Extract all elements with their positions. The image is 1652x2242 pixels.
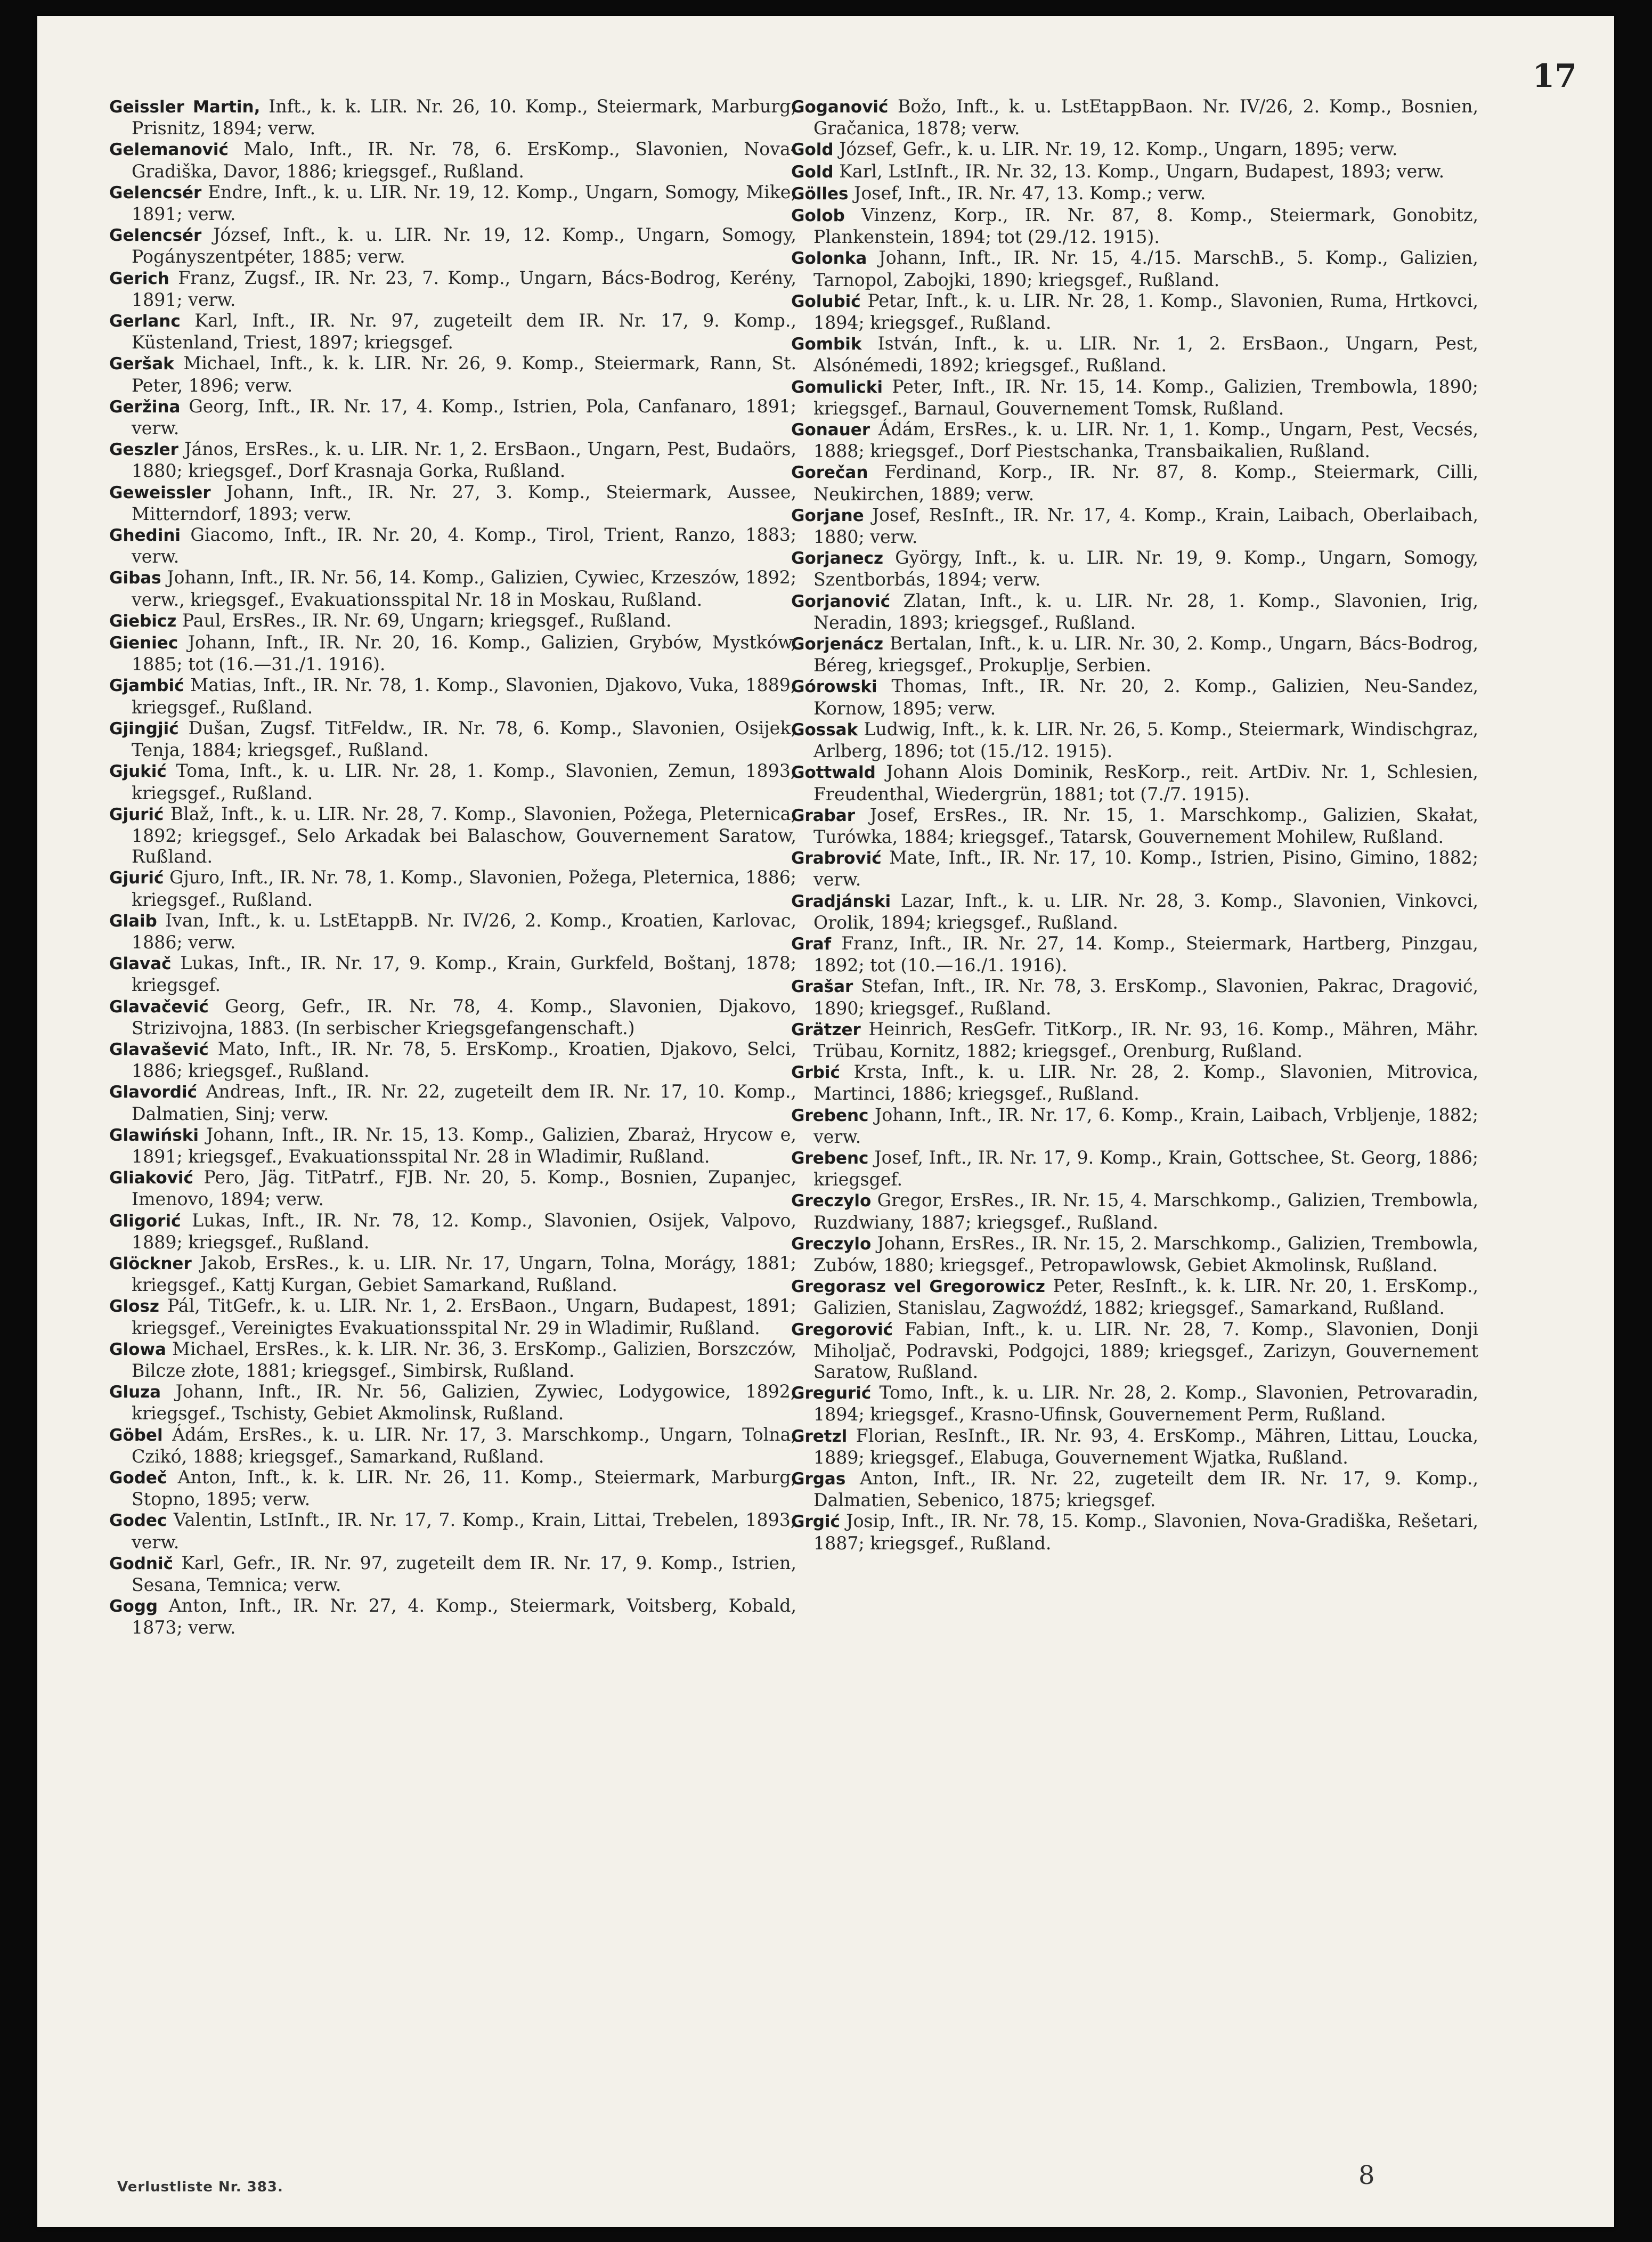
entry-name: Gieniec: [109, 633, 178, 653]
list-entry: [791, 1382, 1478, 1425]
list-entry: [109, 1124, 796, 1167]
entry-name: Gregorasz vel Gregorowicz: [791, 1277, 1045, 1297]
list-entry: [791, 183, 1478, 205]
entry-details: Inft., k. k. LIR. Nr. 26, 10. Komp., Steiermark, Marburg, Prisnitz, 1894; verw.: [132, 96, 797, 139]
list-entry: [109, 910, 796, 953]
list-entry: [109, 1381, 796, 1424]
entry-name: Grabar: [791, 806, 856, 825]
entry-details: Johann, Inft., IR. Nr. 15, 4./15. MarschB., 5. Komp., Galizien, Tarnopol, Zabojki, 1890; kriegsgef., Rußland.: [813, 247, 1478, 290]
entry-name: Glaib: [109, 911, 157, 931]
entry-name: Gregorović: [791, 1320, 893, 1339]
entry-details: Peter, Inft., IR. Nr. 15, 14. Komp., Galizien, Trembowla, 1890; kriegsgef., Barnaul, Gouvernement Tomsk, Rußland.: [813, 376, 1478, 419]
list-entry: [791, 247, 1478, 290]
entry-name: Glavordić: [109, 1083, 197, 1102]
list-entry: [109, 182, 796, 224]
entry-details: Ferdinand, Korp., IR. Nr. 87, 8. Komp., Steiermark, Cilli, Neukirchen, 1889; verw.: [813, 461, 1478, 505]
list-entry: [109, 1295, 796, 1338]
entry-details: Ádám, ErsRes., k. u. LIR. Nr. 1, 1. Komp., Ungarn, Pest, Vecsés, 1888; kriegsgef., Dorf Piestschanka, Transbaikalien, Rußland.: [813, 419, 1478, 462]
list-entry: [109, 867, 796, 909]
entry-details: Peter, ResInft., k. k. LIR. Nr. 20, 1. ErsKomp., Galizien, Stanislau, Zagwoźdź, 1882; kriegsgef., Samarkand, Rußland.: [813, 1276, 1478, 1319]
entry-name: Górowski: [791, 677, 877, 697]
entry-name: Gluza: [109, 1383, 161, 1402]
entry-details: Blaž, Inft., k. u. LIR. Nr. 28, 7. Komp., Slavonien, Požega, Pleternica, 1892; kriegsgef., Selo Arkadak bei Balaschow, Gouvernement Saratow, Rußland.: [132, 803, 796, 867]
entry-details: Gregor, ErsRes., IR. Nr. 15, 4. Marschkomp., Galizien, Trembowla, Ruzdwiany, 1887; kriegsgef., Rußland.: [813, 1190, 1478, 1233]
entry-name: Gossak: [791, 720, 858, 740]
entry-name: Glosz: [109, 1297, 159, 1317]
entry-details: Anton, Inft., k. k. LIR. Nr. 26, 11. Komp., Steiermark, Marburg, Stopno, 1895; verw.: [132, 1467, 796, 1510]
entry-details: Johann, Inft., IR. Nr. 56, Galizien, Zywiec, Lodygowice, 1892; kriegsgef., Tschisty, Gebiet Akmolinsk, Rußland.: [132, 1381, 796, 1424]
entry-name: Giebicz: [109, 611, 177, 631]
signature-mark: 8: [1358, 2160, 1375, 2190]
list-entry: [109, 438, 796, 481]
list-entry: [109, 1167, 796, 1209]
list-entry: [109, 1595, 796, 1638]
entry-details: Zlatan, Inft., k. u. LIR. Nr. 28, 1. Komp., Slavonien, Irig, Neradin, 1893; kriegsgef., Rußland.: [813, 590, 1478, 633]
entry-name: Gorjane: [791, 506, 864, 525]
entry-name: Godnič: [109, 1554, 174, 1573]
list-entry: [109, 310, 796, 353]
list-entry: [109, 139, 796, 181]
entry-name: Grebenc: [791, 1106, 869, 1125]
entry-name: Glavačević: [109, 997, 209, 1017]
entry-name: Glavač: [109, 954, 172, 974]
entry-details: Gjuro, Inft., IR. Nr. 78, 1. Komp., Slavonien, Požega, Pleternica, 1886; kriegsgef., Rußland.: [132, 867, 796, 910]
entry-details: Josef, Inft., IR. Nr. 17, 9. Komp., Krain, Gottschee, St. Georg, 1886; kriegsgef.: [813, 1147, 1478, 1190]
list-entry: [791, 161, 1478, 183]
entry-details: Ivan, Inft., k. u. LstEtappB. Nr. IV/26, 2. Komp., Kroatien, Karlovac, 1886; verw.: [132, 909, 796, 953]
entry-details: Anton, Inft., IR. Nr. 27, 4. Komp., Steiermark, Voitsberg, Kobald, 1873; verw.: [132, 1595, 796, 1638]
entry-name: Grätzer: [791, 1020, 861, 1039]
list-entry: [791, 847, 1478, 890]
entry-name: Gelencsér: [109, 183, 202, 202]
list-entry: [109, 718, 796, 760]
list-entry: [791, 505, 1478, 547]
entry-name: Gibas: [109, 568, 161, 588]
list-entry: [109, 760, 796, 803]
entry-name: Gombik: [791, 335, 862, 354]
list-entry: [109, 675, 796, 717]
page-number: 17: [1532, 58, 1577, 95]
entry-name: Gradjánski: [791, 891, 891, 911]
list-entry: [791, 1019, 1478, 1061]
entry-name: Gliaković: [109, 1168, 193, 1188]
entry-name: Grgić: [791, 1512, 840, 1532]
entry-name: Golonka: [791, 249, 867, 269]
list-entry: [791, 590, 1478, 633]
list-entry: [791, 461, 1478, 504]
list-entry: [109, 632, 796, 675]
list-entry: [109, 803, 796, 867]
entry-details: Lukas, Inft., IR. Nr. 78, 12. Komp., Slavonien, Osijek, Valpovo, 1889; kriegsgef., Rußland.: [132, 1209, 796, 1253]
entry-name: Gelemanović: [109, 140, 229, 160]
list-entry: [791, 890, 1478, 933]
entry-details: Johann, Inft., IR. Nr. 15, 13. Komp., Galizien, Zbaraż, Hrycow e, 1891; kriegsgef., Evakuationsspital Nr. 28 in Wladimir, Rußland.: [132, 1124, 796, 1167]
entry-name: Geržina: [109, 397, 181, 417]
list-entry: [109, 524, 796, 567]
entry-name: Gjurić: [109, 868, 164, 888]
list-entry: [109, 996, 796, 1038]
entry-details: Johann, Inft., IR. Nr. 27, 3. Komp., Steiermark, Aussee, Mitterndorf, 1893; verw.: [132, 481, 796, 524]
list-entry: [791, 1190, 1478, 1232]
list-entry: [109, 224, 796, 267]
entry-name: Gjingjić: [109, 719, 179, 738]
entry-details: Lukas, Inft., IR. Nr. 17, 9. Komp., Krain, Gurkfeld, Boštanj, 1878; kriegsgef.: [132, 953, 796, 996]
list-entry: [109, 267, 796, 310]
entry-details: Heinrich, ResGefr. TitKorp., IR. Nr. 93, 16. Komp., Mähren, Mähr. Trübau, Kornitz, 1882; kriegsgef., Orenburg, Rußland.: [813, 1018, 1478, 1061]
list-entry: [791, 976, 1478, 1018]
entry-name: Gorjanović: [791, 591, 891, 611]
entry-name: Gomulicki: [791, 377, 883, 397]
list-entry: [109, 1509, 796, 1552]
entry-name: Grbić: [791, 1063, 840, 1083]
document-page: [37, 16, 1614, 2227]
entry-details: Giacomo, Inft., IR. Nr. 20, 4. Komp., Tirol, Trient, Ranzo, 1883; verw.: [132, 524, 796, 567]
entry-name: Glavašević: [109, 1039, 209, 1059]
entry-details: Lazar, Inft., k. u. LIR. Nr. 28, 3. Komp., Slavonien, Vinkovci, Orolik, 1894; kriegsgef., Rußland.: [813, 890, 1478, 933]
entry-name: Gerich: [109, 269, 169, 288]
entry-name: Gorjanecz: [791, 549, 884, 568]
entry-details: Johann, Inft., IR. Nr. 17, 6. Komp., Krain, Laibach, Vrbljenje, 1882; verw.: [813, 1104, 1478, 1147]
entry-name: Godeč: [109, 1468, 167, 1488]
list-entry: [109, 953, 796, 995]
entry-details: Johann, Inft., IR. Nr. 56, 14. Komp., Galizien, Cywiec, Krzeszów, 1892; verw., kriegsgef., Evakuationsspital Nr. 18 in Moskau, Rußland.: [132, 567, 796, 610]
entry-name: Grebenc: [791, 1148, 869, 1168]
footer-issue-label: Verlustliste Nr. 383.: [117, 2179, 283, 2195]
entry-details: Fabian, Inft., k. u. LIR. Nr. 28, 7. Komp., Slavonien, Donji Miholjač, Podravski, Podgojci, 1889; kriegsgef., Zarizyn, Gouvernement Saratow, Rußland.: [813, 1318, 1478, 1382]
entry-name: Gjambić: [109, 676, 184, 696]
entry-details: Stefan, Inft., IR. Nr. 78, 3. ErsKomp., Slavonien, Pakrac, Dragović, 1890; kriegsgef., Rußland.: [813, 976, 1478, 1019]
list-entry: [109, 1553, 796, 1595]
list-entry: [109, 1467, 796, 1509]
list-entry: [791, 419, 1478, 461]
entry-name: Gorečan: [791, 463, 868, 483]
list-entry: [109, 1038, 796, 1081]
entry-details: Tomo, Inft., k. u. LIR. Nr. 28, 2. Komp., Slavonien, Petrovaradin, 1894; kriegsgef., Krasno-Ufinsk, Gouvernement Perm, Rußland.: [813, 1382, 1478, 1425]
list-entry: [791, 676, 1478, 718]
entry-name: Glowa: [109, 1339, 166, 1359]
entry-name: Gjurić: [109, 805, 164, 824]
entry-details: Johann Alois Dominik, ResKorp., reit. ArtDiv. Nr. 1, Schlesien, Freudenthal, Wiedergrün, 1881; tot (7./7. 1915).: [813, 761, 1478, 805]
entry-details: Josip, Inft., IR. Nr. 78, 15. Komp., Slavonien, Nova-Gradiška, Rešetari, 1887; kriegsgef., Rußland.: [813, 1510, 1478, 1554]
entry-name: Gold: [791, 162, 834, 182]
list-entry: [109, 610, 796, 632]
list-entry: [791, 96, 1478, 139]
entry-details: Krsta, Inft., k. u. LIR. Nr. 28, 2. Komp., Slavonien, Mitrovica, Martinci, 1886; kriegsgef., Rußland.: [813, 1061, 1478, 1104]
entry-details: István, Inft., k. u. LIR. Nr. 1, 2. ErsBaon., Ungarn, Pest, Alsónémedi, 1892; kriegsgef., Rußland.: [813, 333, 1478, 376]
entry-name: Grabrović: [791, 849, 882, 868]
entry-details: Valentin, LstInft., IR. Nr. 17, 7. Komp., Krain, Littai, Trebelen, 1893; verw.: [132, 1509, 796, 1553]
list-entry: [791, 633, 1478, 676]
entry-details: Pero, Jäg. TitPatrf., FJB. Nr. 20, 5. Komp., Bosnien, Zupanjec, Imenovo, 1894; verw.: [132, 1167, 796, 1210]
entry-name: Graf: [791, 934, 832, 954]
list-entry: [791, 1319, 1478, 1383]
entry-details: Matias, Inft., IR. Nr. 78, 1. Komp., Slavonien, Djakovo, Vuka, 1889; kriegsgef., Rußland.: [132, 675, 796, 718]
entry-details: Petar, Inft., k. u. LIR. Nr. 28, 1. Komp., Slavonien, Ruma, Hrtkovci, 1894; kriegsgef., Rußland.: [813, 290, 1478, 334]
entry-details: Florian, ResInft., IR. Nr. 93, 4. ErsKomp., Mähren, Littau, Loucka, 1889; kriegsgef., Elabuga, Gouvernement Wjatka, Rußland.: [813, 1425, 1478, 1468]
entry-details: József, Inft., k. u. LIR. Nr. 19, 12. Komp., Ungarn, Somogy, Pogányszentpéter, 1885; verw.: [132, 224, 796, 267]
list-entry: [791, 1061, 1478, 1104]
entry-details: Endre, Inft., k. u. LIR. Nr. 19, 12. Komp., Ungarn, Somogy, Mike, 1891; verw.: [132, 181, 796, 225]
list-entry: [109, 1424, 796, 1467]
entry-name: Greczylo: [791, 1234, 872, 1254]
right-column: [791, 96, 1478, 1554]
list-entry: [109, 567, 796, 610]
entry-details: Johann, ErsRes., IR. Nr. 15, 2. Marschkomp., Galizien, Trembowla, Zubów, 1880; kriegsgef., Petropawlowsk, Gebiet Akmolinsk, Rußland.: [813, 1232, 1478, 1276]
list-entry: [791, 1147, 1478, 1190]
entry-name: Geissler Martin,: [109, 98, 261, 117]
entry-details: Thomas, Inft., IR. Nr. 20, 2. Komp., Galizien, Neu-Sandez, Kornow, 1895; verw.: [813, 676, 1478, 719]
entry-name: Gregurić: [791, 1384, 872, 1403]
entry-details: Josef, Inft., IR. Nr. 47, 13. Komp.; verw.: [848, 182, 1206, 204]
list-entry: [791, 1510, 1478, 1553]
list-entry: [109, 1210, 796, 1253]
list-entry: [791, 805, 1478, 847]
entry-name: Gelencsér: [109, 226, 202, 246]
entry-details: Karl, Gefr., IR. Nr. 97, zugeteilt dem IR. Nr. 17, 9. Komp., Istrien, Sesana, Temnica; verw.: [132, 1552, 796, 1596]
entry-details: Ludwig, Inft., k. k. LIR. Nr. 26, 5. Komp., Steiermark, Windischgraz, Arlberg, 1896; tot (15./12. 1915).: [813, 718, 1478, 762]
list-entry: [791, 1104, 1478, 1147]
list-entry: [791, 1468, 1478, 1510]
list-entry: [109, 1338, 796, 1381]
entry-details: Dušan, Zugsf. TitFeldw., IR. Nr. 78, 6. Komp., Slavonien, Osijek, Tenja, 1884; kriegsgef., Rußland.: [132, 717, 796, 761]
entry-details: Franz, Inft., IR. Nr. 27, 14. Komp., Steiermark, Hartberg, Pinzgau, 1892; tot (10.—16./1. 1916).: [813, 932, 1478, 976]
list-entry: [791, 1425, 1478, 1468]
entry-name: Golubić: [791, 291, 861, 311]
entry-name: Geweissler: [109, 483, 211, 502]
list-entry: [109, 482, 796, 524]
entry-name: Gerlanc: [109, 312, 181, 331]
entry-details: Josef, ErsRes., IR. Nr. 15, 1. Marschkomp., Galizien, Skałat, Turówka, 1884; kriegsgef., Tatarsk, Gouvernement Mohilew, Rußland.: [813, 804, 1478, 847]
list-entry: [791, 933, 1478, 976]
entry-details: György, Inft., k. u. LIR. Nr. 19, 9. Komp., Ungarn, Somogy, Szentborbás, 1894; verw.: [813, 547, 1478, 590]
entry-details: Michael, ErsRes., k. k. LIR. Nr. 36, 3. ErsKomp., Galizien, Borszczów, Bilcze złote, 1881; kriegsgef., Simbirsk, Rußland.: [132, 1338, 796, 1381]
entry-name: Gligorić: [109, 1211, 181, 1231]
entry-name: Gottwald: [791, 763, 876, 783]
list-entry: [791, 376, 1478, 419]
entry-details: Bertalan, Inft., k. u. LIR. Nr. 30, 2. Komp., Ungarn, Bács-Bodrog, Béreg, kriegsgef., Prokuplje, Serbien.: [813, 633, 1478, 676]
entry-name: Gonauer: [791, 420, 870, 440]
entry-name: Geršak: [109, 354, 174, 374]
entry-details: Mato, Inft., IR. Nr. 78, 5. ErsKomp., Kroatien, Djakovo, Selci, 1886; kriegsgef., Rußland.: [132, 1038, 796, 1082]
entry-name: Goganović: [791, 98, 889, 117]
list-entry: [791, 1233, 1478, 1276]
entry-details: Andreas, Inft., IR. Nr. 22, zugeteilt dem IR. Nr. 17, 10. Komp., Dalmatien, Sinj; verw.: [132, 1081, 796, 1124]
entry-name: Greczylo: [791, 1191, 872, 1211]
list-entry: [791, 333, 1478, 376]
entry-name: Golob: [791, 206, 845, 226]
entry-name: Gold: [791, 140, 834, 160]
entry-details: Vinzenz, Korp., IR. Nr. 87, 8. Komp., Steiermark, Gonobitz, Plankenstein, 1894; tot (29./12. 1915).: [813, 205, 1478, 248]
entry-name: Grgas: [791, 1469, 846, 1489]
entry-details: Jakob, ErsRes., k. u. LIR. Nr. 17, Ungarn, Tolna, Morágy, 1881; kriegsgef., Kattj Kurgan, Gebiet Samarkand, Rußland.: [132, 1252, 796, 1296]
list-entry: [109, 1081, 796, 1124]
entry-details: Michael, Inft., k. k. LIR. Nr. 26, 9. Komp., Steiermark, Rann, St. Peter, 1896; verw.: [132, 353, 796, 396]
entry-details: Pál, TitGefr., k. u. LIR. Nr. 1, 2. ErsBaon., Ungarn, Budapest, 1891; kriegsgef., Vereinigtes Evakuationsspital Nr. 29 in Wladimir, Rußland.: [132, 1295, 796, 1338]
list-entry: [791, 1276, 1478, 1318]
entry-details: Malo, Inft., IR. Nr. 78, 6. ErsKomp., Slavonien, Nova-Gradiška, Davor, 1886; kriegsgef., Rußland.: [132, 139, 796, 182]
entry-name: Gjukić: [109, 762, 167, 782]
list-entry: [791, 761, 1478, 804]
list-entry: [791, 290, 1478, 333]
entry-details: Karl, LstInft., IR. Nr. 32, 13. Komp., Ungarn, Budapest, 1893; verw.: [833, 160, 1445, 182]
entry-details: Božo, Inft., k. u. LstEtappBaon. Nr. IV/26, 2. Komp., Bosnien, Gračanica, 1878; verw.: [813, 96, 1478, 139]
entry-name: Göbel: [109, 1425, 163, 1445]
entry-details: Josef, ResInft., IR. Nr. 17, 4. Komp., Krain, Laibach, Oberlaibach, 1880; verw.: [813, 504, 1478, 548]
list-entry: [791, 139, 1478, 160]
entry-details: Anton, Inft., IR. Nr. 22, zugeteilt dem IR. Nr. 17, 9. Komp., Dalmatien, Sebenico, 1875; kriegsgef.: [813, 1468, 1478, 1511]
entry-details: József, Gefr., k. u. LIR. Nr. 19, 12. Komp., Ungarn, 1895; verw.: [833, 139, 1398, 160]
entry-name: Gölles: [791, 184, 849, 204]
entry-name: Gorjenácz: [791, 635, 884, 654]
list-entry: [109, 1253, 796, 1295]
entry-name: Geszler: [109, 440, 178, 460]
list-entry: [791, 719, 1478, 761]
entry-name: Grašar: [791, 977, 853, 997]
entry-name: Ghedini: [109, 526, 181, 546]
entry-name: Gogg: [109, 1597, 158, 1616]
list-entry: [791, 547, 1478, 590]
entry-details: Johann, Inft., IR. Nr. 20, 16. Komp., Galizien, Grybów, Mystków, 1885; tot (16.—31./1. 1916).: [132, 632, 796, 675]
entry-details: Georg, Gefr., IR. Nr. 78, 4. Komp., Slavonien, Djakovo, Strizivojna, 1883. (In serbischer Kriegsgefangenschaft.): [132, 995, 796, 1038]
entry-details: Ádám, ErsRes., k. u. LIR. Nr. 17, 3. Marschkomp., Ungarn, Tolna, Czikó, 1888; kriegsgef., Samarkand, Rußland.: [132, 1424, 796, 1467]
entry-details: Georg, Inft., IR. Nr. 17, 4. Komp., Istrien, Pola, Canfanaro, 1891; verw.: [132, 395, 796, 439]
entry-details: Toma, Inft., k. u. LIR. Nr. 28, 1. Komp., Slavonien, Zemun, 1893; kriegsgef., Rußland.: [132, 760, 796, 803]
left-column: [109, 96, 796, 1638]
entry-details: Franz, Zugsf., IR. Nr. 23, 7. Komp., Ungarn, Bács-Bodrog, Kerény, 1891; verw.: [132, 267, 796, 310]
entry-details: Mate, Inft., IR. Nr. 17, 10. Komp., Istrien, Pisino, Gimino, 1882; verw.: [813, 847, 1478, 890]
entry-name: Gretzl: [791, 1426, 848, 1446]
entry-details: Karl, Inft., IR. Nr. 97, zugeteilt dem IR. Nr. 17, 9. Komp., Küstenland, Triest, 1897; kriegsgef.: [132, 310, 796, 353]
list-entry: [109, 353, 796, 395]
list-entry: [791, 205, 1478, 247]
list-entry: [109, 396, 796, 438]
entry-details: Paul, ErsRes., IR. Nr. 69, Ungarn; kriegsgef., Rußland.: [176, 610, 672, 631]
entry-name: Glöckner: [109, 1254, 192, 1273]
list-entry: [109, 96, 796, 139]
entry-details: János, ErsRes., k. u. LIR. Nr. 1, 2. ErsBaon., Ungarn, Pest, Budaörs, 1880; kriegsgef., Dorf Krasnaja Gorka, Rußland.: [132, 438, 796, 482]
entry-name: Glawiński: [109, 1125, 199, 1145]
entry-name: Godec: [109, 1511, 167, 1531]
